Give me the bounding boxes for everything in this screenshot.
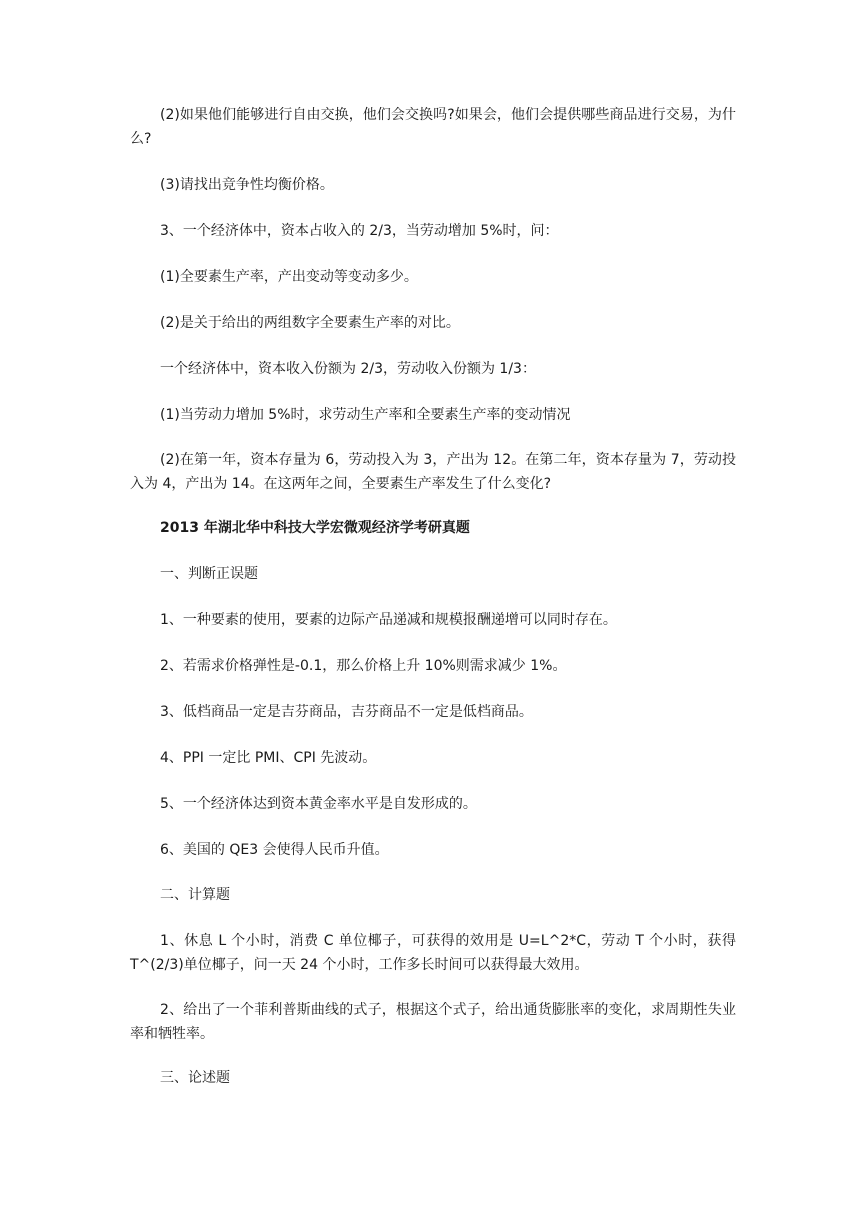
item-tf-4: 4、PPI 一定比 PMI、CPI 先波动。: [160, 750, 377, 766]
item-tf-1: 1、一种要素的使用，要素的边际产品递减和规模报酬递增可以同时存在。: [160, 612, 617, 628]
item-tf-2: 2、若需求价格弹性是-0.1，那么价格上升 10%则需求减少 1%。: [160, 658, 567, 674]
item-tf-3: 3、低档商品一定是吉芬商品，吉芬商品不一定是低档商品。: [160, 704, 533, 720]
paragraph-question-3: 3、一个经济体中，资本占收入的 2/3，当劳动增加 5%时，问：: [160, 223, 559, 239]
section-heading-2013: 2013 年湖北华中科技大学宏微观经济学考研真题: [160, 520, 470, 536]
paragraph-income-share: 一个经济体中，资本收入份额为 2/3，劳动收入份额为 1/3：: [160, 361, 536, 377]
item-tf-6: 6、美国的 QE3 会使得人民币升值。: [160, 842, 389, 858]
section-true-false: 一、判断正误题: [160, 566, 258, 582]
section-calculation: 二、计算题: [160, 887, 230, 903]
paragraph-q2-two-years: (2)在第一年，资本存量为 6，劳动投入为 3，产出为 12。在第二年，资本存量为 7，劳动投入为 4，产出为 14。在这两年之间，全要素生产率发生了什么变化?: [130, 452, 736, 492]
section-essay: 三、论述题: [160, 1070, 230, 1086]
item-tf-5: 5、一个经济体达到资本黄金率水平是自发形成的。: [160, 796, 477, 812]
paragraph-q1-tfp: (1)全要素生产率，产出变动等变动多少。: [160, 269, 418, 285]
item-calc-1: 1、休息 L 个小时，消费 C 单位椰子，可获得的效用是 U=L^2*C，劳动 T 个小时，获得 T^(2/3)单位椰子，问一天 24 个小时，工作多长时间可以获得最大效用。: [130, 933, 736, 973]
paragraph-q2-tfp-compare: (2)是关于给出的两组数字全要素生产率的对比。: [160, 315, 460, 331]
item-calc-2: 2、给出了一个菲利普斯曲线的式子，根据这个式子，给出通货膨胀率的变化，求周期性失业率和牺牲率。: [130, 1002, 736, 1042]
paragraph-q2-exchange: (2)如果他们能够进行自由交换，他们会交换吗?如果会，他们会提供哪些商品进行交易，为什么?: [130, 107, 736, 147]
paragraph-q1-labor-increase: (1)当劳动力增加 5%时，求劳动生产率和全要素生产率的变动情况: [160, 407, 571, 423]
paragraph-q3-equilibrium-price: (3)请找出竞争性均衡价格。: [160, 177, 334, 193]
